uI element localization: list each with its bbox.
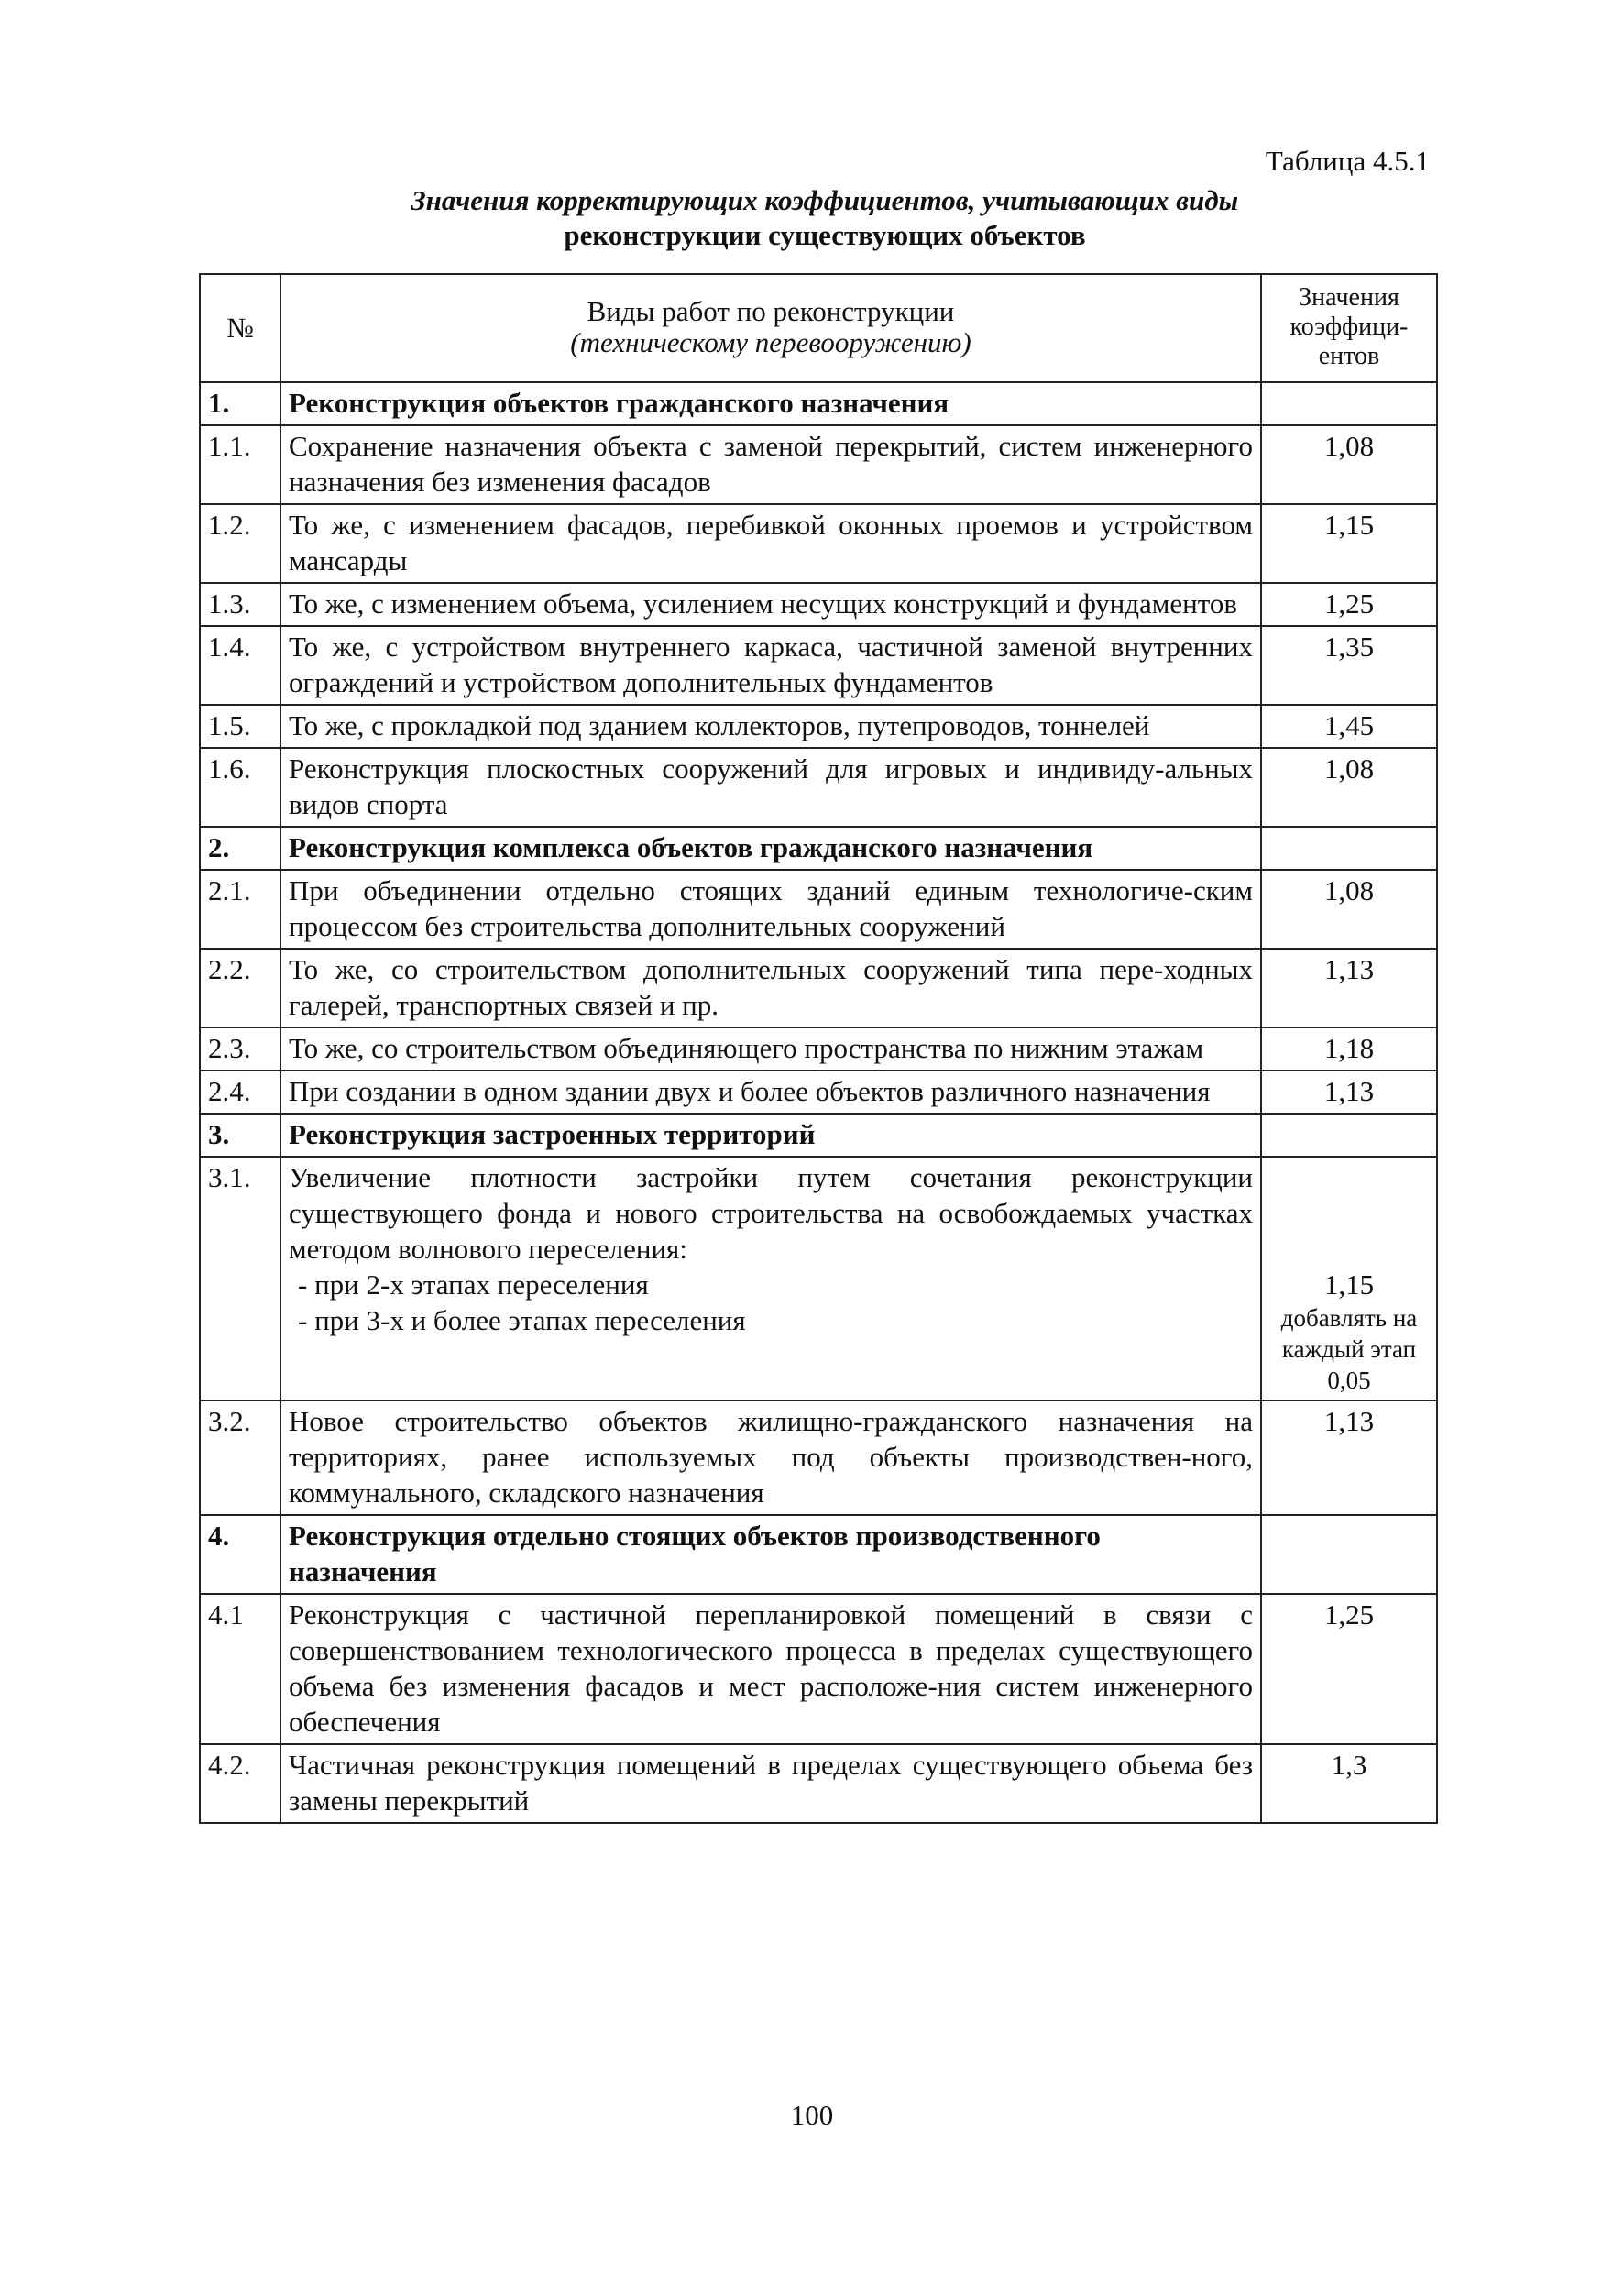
table-row [200,1027,1437,1071]
header-works-line1: Виды работ по реконструкции [587,295,955,327]
row-num: 4.1 [200,1594,280,1744]
header-works-line2: (техническому перевооружению) [570,326,971,358]
row-num: 1. [200,382,280,425]
header-works [280,274,1261,382]
row-value: 1,08 [1261,748,1437,827]
row-num: 2.1. [200,870,280,949]
table-row [200,1744,1437,1823]
row-desc: Частичная реконструкция помещений в пределах существующего объема без замены перекрытий [280,1744,1261,1823]
table-row [200,583,1437,626]
header-num: № [200,274,280,382]
row-value: 1,18 [1261,1027,1437,1071]
row-desc: Сохранение назначения объекта с заменой перекрытий, систем инженерного назначения без изменения фасадов [280,425,1261,504]
table-row [200,949,1437,1027]
row-num: 4.2. [200,1744,280,1823]
row-value [1261,1157,1437,1400]
row-desc: При объединении отдельно стоящих зданий единым технологиче-ским процессом без строительства дополнительных сооружений [280,870,1261,949]
row-value [1261,827,1437,870]
table-row [200,626,1437,705]
row-num: 1.2. [200,504,280,583]
row-value: 1,45 [1261,705,1437,748]
page-number: 100 [790,2099,834,2131]
title-line-2: реконструкции существующих объектов [564,219,1086,251]
table-row [200,1515,1437,1594]
row-num: 1.3. [200,583,280,626]
row-num: 1.4. [200,626,280,705]
row-value: 1,15 [1261,504,1437,583]
row-desc: То же, со строительством дополнительных сооружений типа пере-ходных галерей, транспортных связей и пр. [280,949,1261,1027]
row-value-1: 1,15 [1323,1268,1375,1301]
row-num: 2.2. [200,949,280,1027]
row-desc: При создании в одном здании двух и более объектов различного назначения [280,1071,1261,1114]
row-num: 3.2. [200,1400,280,1515]
row-num: 2. [200,827,280,870]
row-num: 3. [200,1114,280,1157]
row-value: 1,25 [1261,1594,1437,1744]
table-row [200,748,1437,827]
row-desc: То же, со строительством объединяющего пространства по нижним этажам [280,1027,1261,1071]
table-row [200,705,1437,748]
row-desc: То же, с устройством внутреннего каркаса, частичной заменой внутренних ограждений и устройством дополнительных фундаментов [280,626,1261,705]
row-num: 1.1. [200,425,280,504]
table-row [200,1594,1437,1744]
row-num: 4. [200,1515,280,1594]
row-desc-item-1: - при 2-х этапах переселения [298,1268,649,1301]
table-caption: Таблица 4.5.1 [1265,145,1430,177]
row-desc: Новое строительство объектов жилищно-гражданского назначения на территориях, ранее используемых под объекты производствен-ного, коммунального, складского назначения [280,1400,1261,1515]
row-value: 1,13 [1261,1071,1437,1114]
row-value: 1,3 [1261,1744,1437,1823]
coefficients-table [199,273,1438,1824]
row-desc: Реконструкция застроенных территорий [280,1114,1261,1157]
row-desc [280,1157,1261,1400]
row-value: 1,08 [1261,870,1437,949]
row-num: 2.4. [200,1071,280,1114]
row-desc: Реконструкция отдельно стоящих объектов производственного назначения [280,1515,1261,1594]
row-num: 1.6. [200,748,280,827]
row-desc: То же, с изменением фасадов, перебивкой оконных проемов и устройством мансарды [280,504,1261,583]
title-line-1: Значения корректирующих коэффициентов, учитывающих виды [411,184,1239,216]
header-value: Значения коэффици-ентов [1261,274,1437,382]
table-row [200,870,1437,949]
row-num: 3.1. [200,1157,280,1400]
table-row [200,382,1437,425]
row-value: 1,13 [1261,949,1437,1027]
row-desc: То же, с прокладкой под зданием коллекторов, путепроводов, тоннелей [280,705,1261,748]
row-desc: Реконструкция объектов гражданского назначения [280,382,1261,425]
table-row [200,1071,1437,1114]
row-value: 1,25 [1261,583,1437,626]
row-value: 1,35 [1261,626,1437,705]
table-header-row [200,274,1437,382]
row-value-2: добавлять на каждый этап 0,05 [1280,1304,1418,1394]
table-row [200,1114,1437,1157]
row-value [1261,1114,1437,1157]
row-desc: Реконструкция плоскостных сооружений для игровых и индивиду-альных видов спорта [280,748,1261,827]
row-value [1261,382,1437,425]
row-desc: То же, с изменением объема, усилением несущих конструкций и фундаментов [280,583,1261,626]
row-value: 1,08 [1261,425,1437,504]
row-desc-item-2: - при 3-х и более этапах переселения [298,1304,746,1336]
table-row [200,827,1437,870]
table-row [200,1400,1437,1515]
row-desc: Реконструкция комплекса объектов гражданского назначения [280,827,1261,870]
row-num: 2.3. [200,1027,280,1071]
table-row [200,425,1437,504]
table-row [200,1157,1437,1400]
row-value: 1,13 [1261,1400,1437,1515]
row-num: 1.5. [200,705,280,748]
table-title [275,183,1375,253]
row-desc: Реконструкция с частичной перепланировкой помещений в связи с совершенствованием технологического процесса в пределах существующего объема без изменения фасадов и мест расположе-ния систем инженерного обеспечения [280,1594,1261,1744]
row-desc-text: Увеличение плотности застройки путем сочетания реконструкции существующего фонда и нового строительства на освобождаемых участках методом волнового переселения: [289,1161,1253,1265]
row-value [1261,1515,1437,1594]
table-row [200,504,1437,583]
